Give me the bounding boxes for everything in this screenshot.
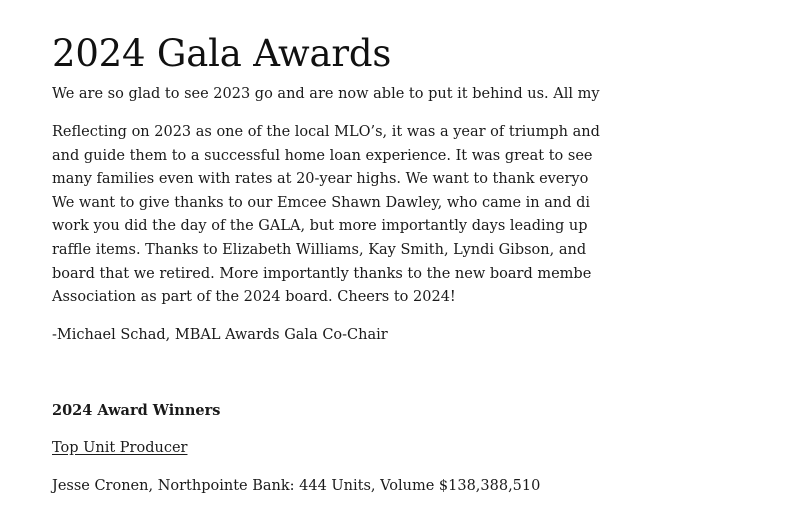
award-winners-heading: 2024 Award Winners xyxy=(52,402,221,419)
paragraph-line: work you did the day of the GALA, but more importantly days leading up xyxy=(52,218,588,235)
paragraph-line: many families even with rates at 20-year highs. We want to thank everyo xyxy=(52,171,589,188)
paragraph-line: Association as part of the 2024 board. Cheers to 2024! xyxy=(52,289,456,306)
paragraph-line: and guide them to a successful home loan experience. It was great to see xyxy=(52,147,593,164)
page-title: 2024 Gala Awards xyxy=(52,32,392,75)
intro-text: We are so glad to see 2023 go and are now able to put it behind us. All my xyxy=(52,86,600,102)
paragraph-line: board that we retired. More importantly thanks to the new board membe xyxy=(52,265,592,282)
paragraph-line: raffle items. Thanks to Elizabeth Williams, Kay Smith, Lyndi Gibson, and xyxy=(52,241,587,258)
signoff-text: -Michael Schad, MBAL Awards Gala Co-Chair xyxy=(52,327,388,343)
paragraph-line: Reflecting on 2023 as one of the local MLO’s, it was a year of triumph and xyxy=(52,124,600,140)
winner-entry: Jesse Cronen, Northpointe Bank: 444 Units, Volume $138,388,510 xyxy=(52,478,541,494)
reflection-paragraph xyxy=(52,121,600,310)
top-unit-producer-link[interactable]: Top Unit Producer xyxy=(52,440,188,456)
paragraph-line: We want to give thanks to our Emcee Shawn Dawley, who came in and di xyxy=(52,194,591,211)
